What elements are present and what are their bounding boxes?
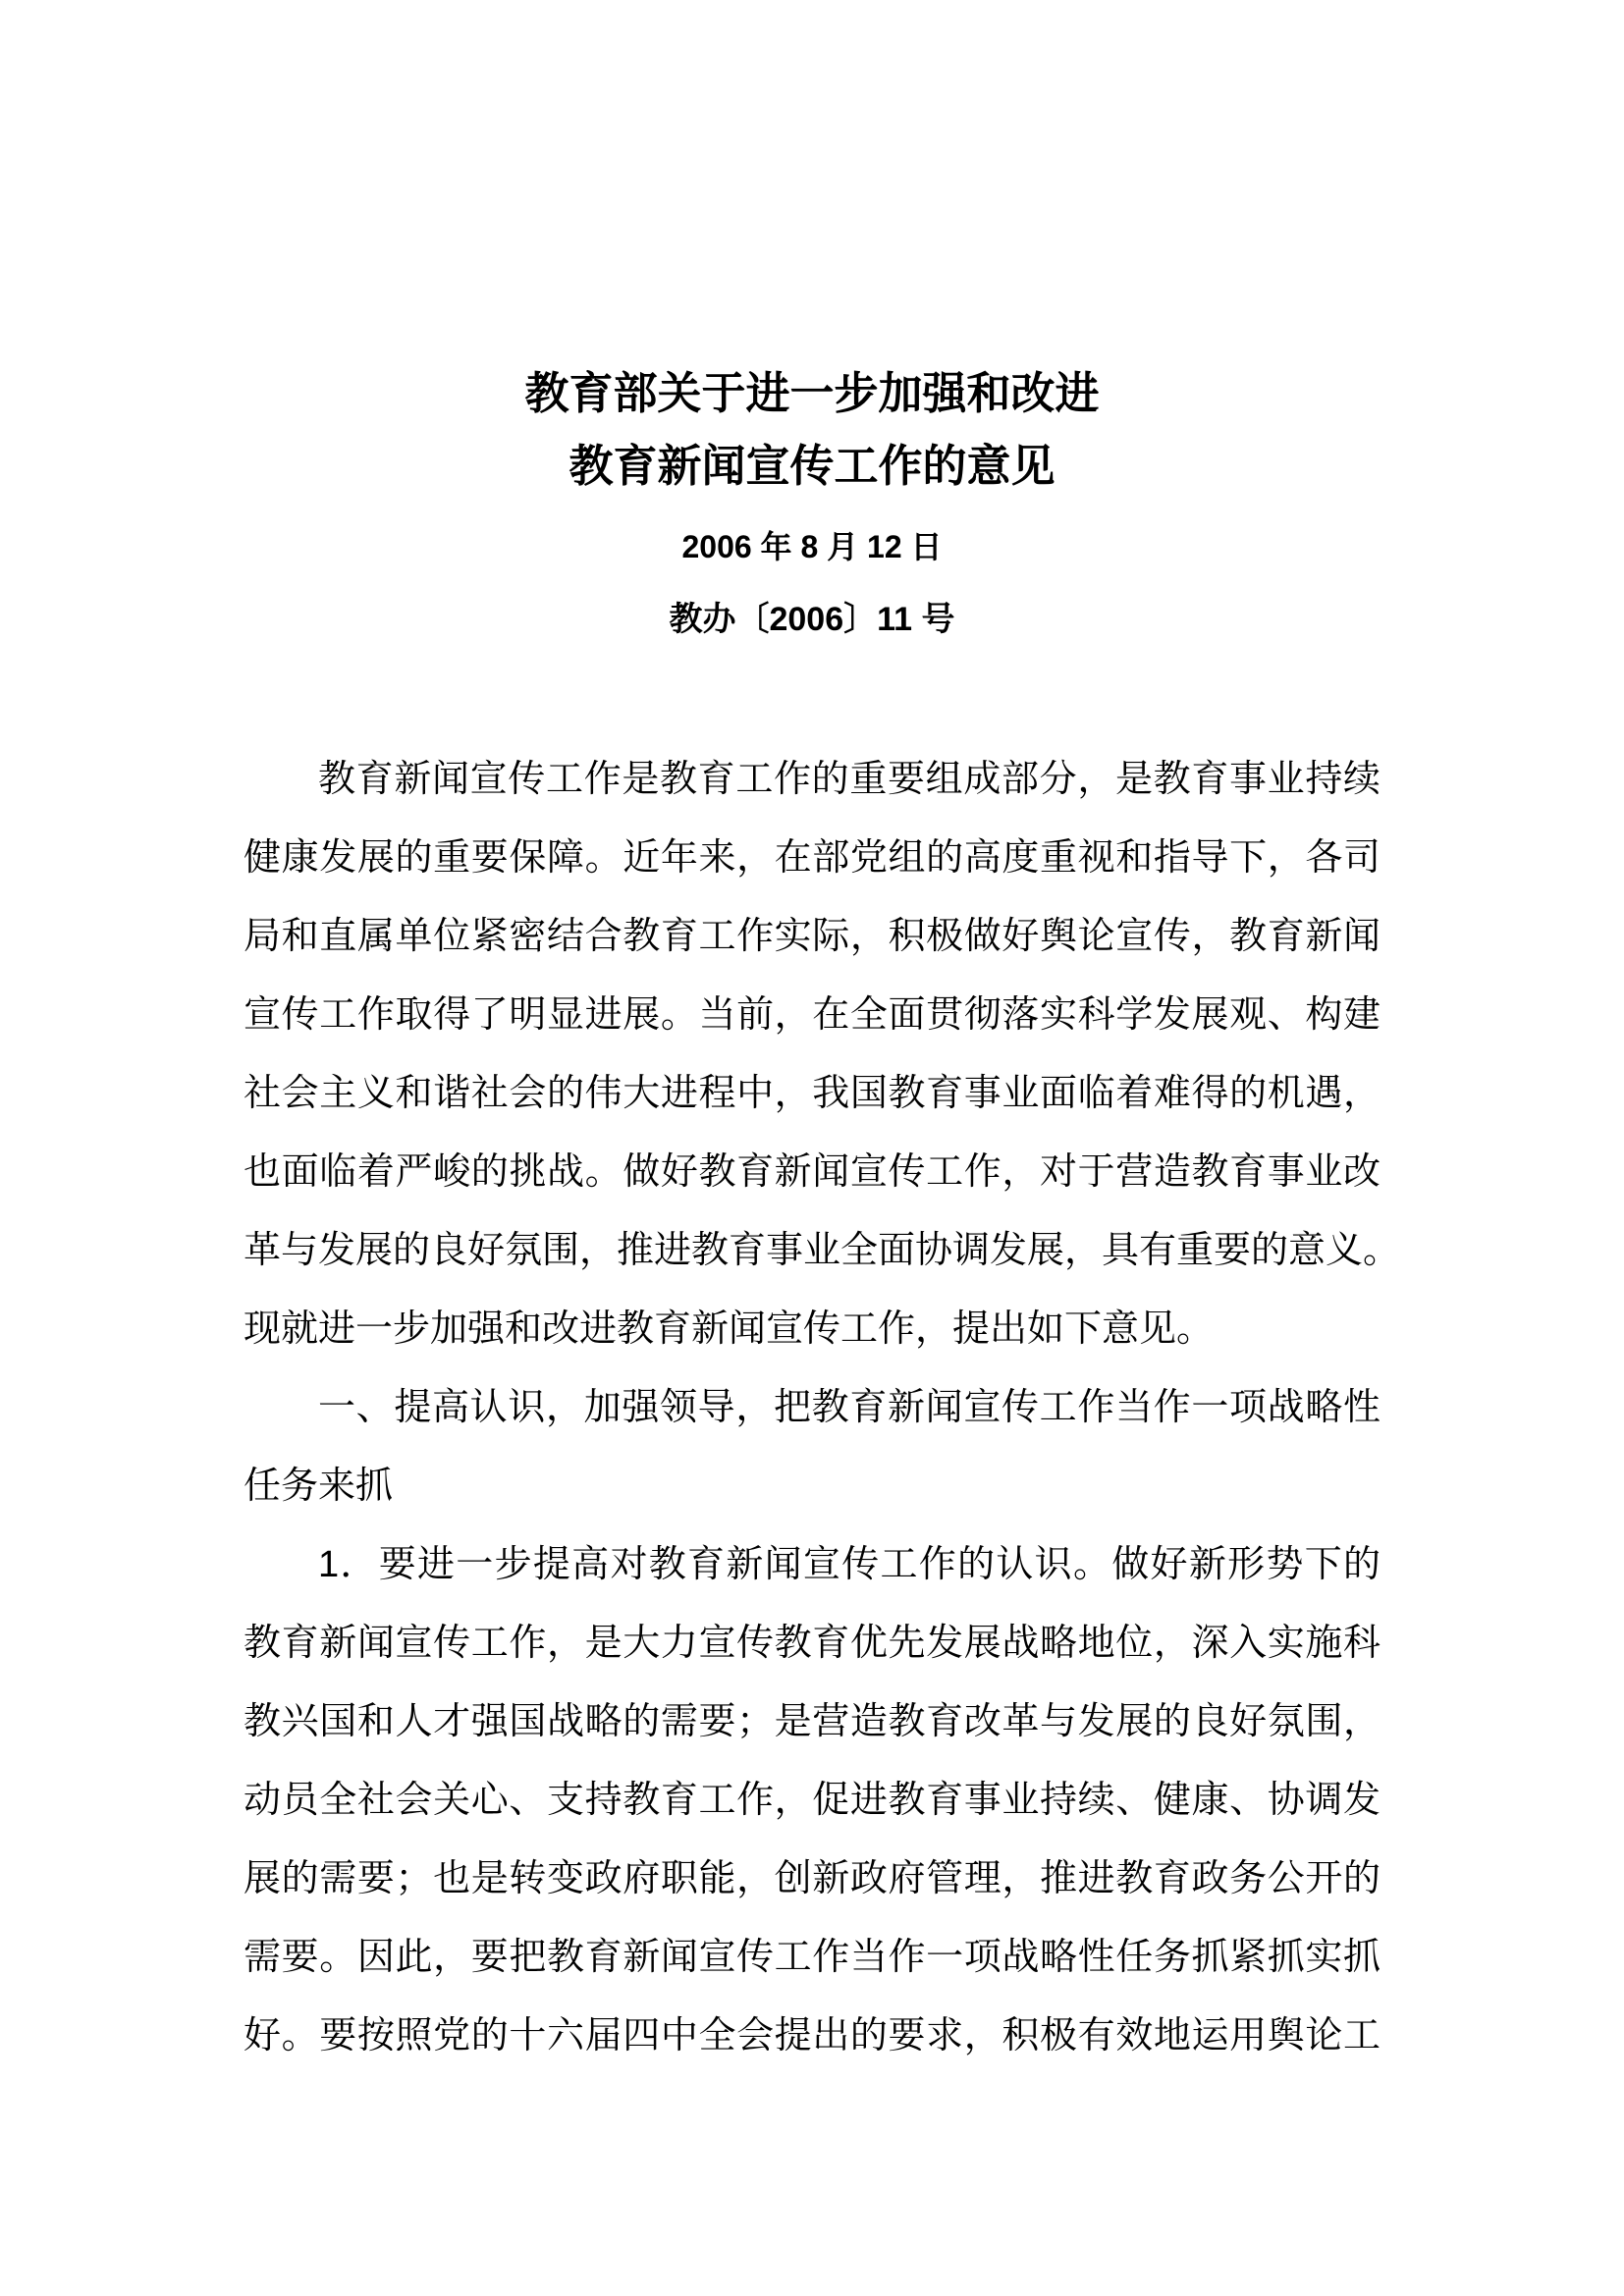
document-number: 教办〔2006〕11 号: [669, 601, 955, 638]
body-line: 局和直属单位紧密结合教育工作实际，积极做好舆论宣传，教育新闻: [244, 916, 1380, 957]
body-line: 也面临着严峻的挑战。做好教育新闻宣传工作，对于营造教育事业改: [244, 1151, 1380, 1193]
body-line: 动员全社会关心、支持教育工作，促进教育事业持续、健康、协调发: [244, 1780, 1380, 1821]
body-line: 教兴国和人才强国战略的需要；是营造教育改革与发展的良好氛围，: [244, 1701, 1380, 1742]
body-line: 一、提高认识，加强领导，把教育新闻宣传工作当作一项战略性: [318, 1387, 1380, 1428]
document-body: [244, 740, 1401, 2075]
body-line: 宣传工作取得了明显进展。当前，在全面贯彻落实科学发展观、构建: [244, 994, 1380, 1036]
body-line: 现就进一步加强和改进教育新闻宣传工作，提出如下意见。: [244, 1308, 1215, 1350]
body-line: 任务来抓: [244, 1466, 394, 1507]
document-date: 2006 年 8 月 12 日: [681, 529, 943, 564]
page-content: [244, 0, 1401, 2075]
body-line: 展的需要；也是转变政府职能，创新政府管理，推进教育政务公开的: [244, 1858, 1380, 1899]
document-title-line-2: 教育新闻宣传工作的意见: [568, 441, 1056, 491]
body-line: 革与发展的良好氛围，推进教育事业全面协调发展，具有重要的意义。: [244, 1230, 1401, 1271]
body-line: 需要。因此，要把教育新闻宣传工作当作一项战略性任务抓紧抓实抓: [244, 1937, 1380, 1978]
body-line: 健康发展的重要保障。近年来，在部党组的高度重视和指导下，各司: [244, 837, 1380, 879]
body-line: 1．要进一步提高对教育新闻宣传工作的认识。做好新形势下的: [318, 1544, 1380, 1585]
body-line: 教育新闻宣传工作是教育工作的重要组成部分，是教育事业持续: [318, 759, 1380, 800]
body-line: 教育新闻宣传工作，是大力宣传教育优先发展战略地位，深入实施科: [244, 1623, 1380, 1664]
document-title-line-1: 教育部关于进一步加强和改进: [524, 368, 1100, 418]
body-line: 好。要按照党的十六届四中全会提出的要求，积极有效地运用舆论工: [244, 2015, 1380, 2056]
body-line: 社会主义和谐社会的伟大进程中，我国教育事业面临着难得的机遇，: [244, 1073, 1380, 1114]
document-title: [244, 0, 1380, 503]
